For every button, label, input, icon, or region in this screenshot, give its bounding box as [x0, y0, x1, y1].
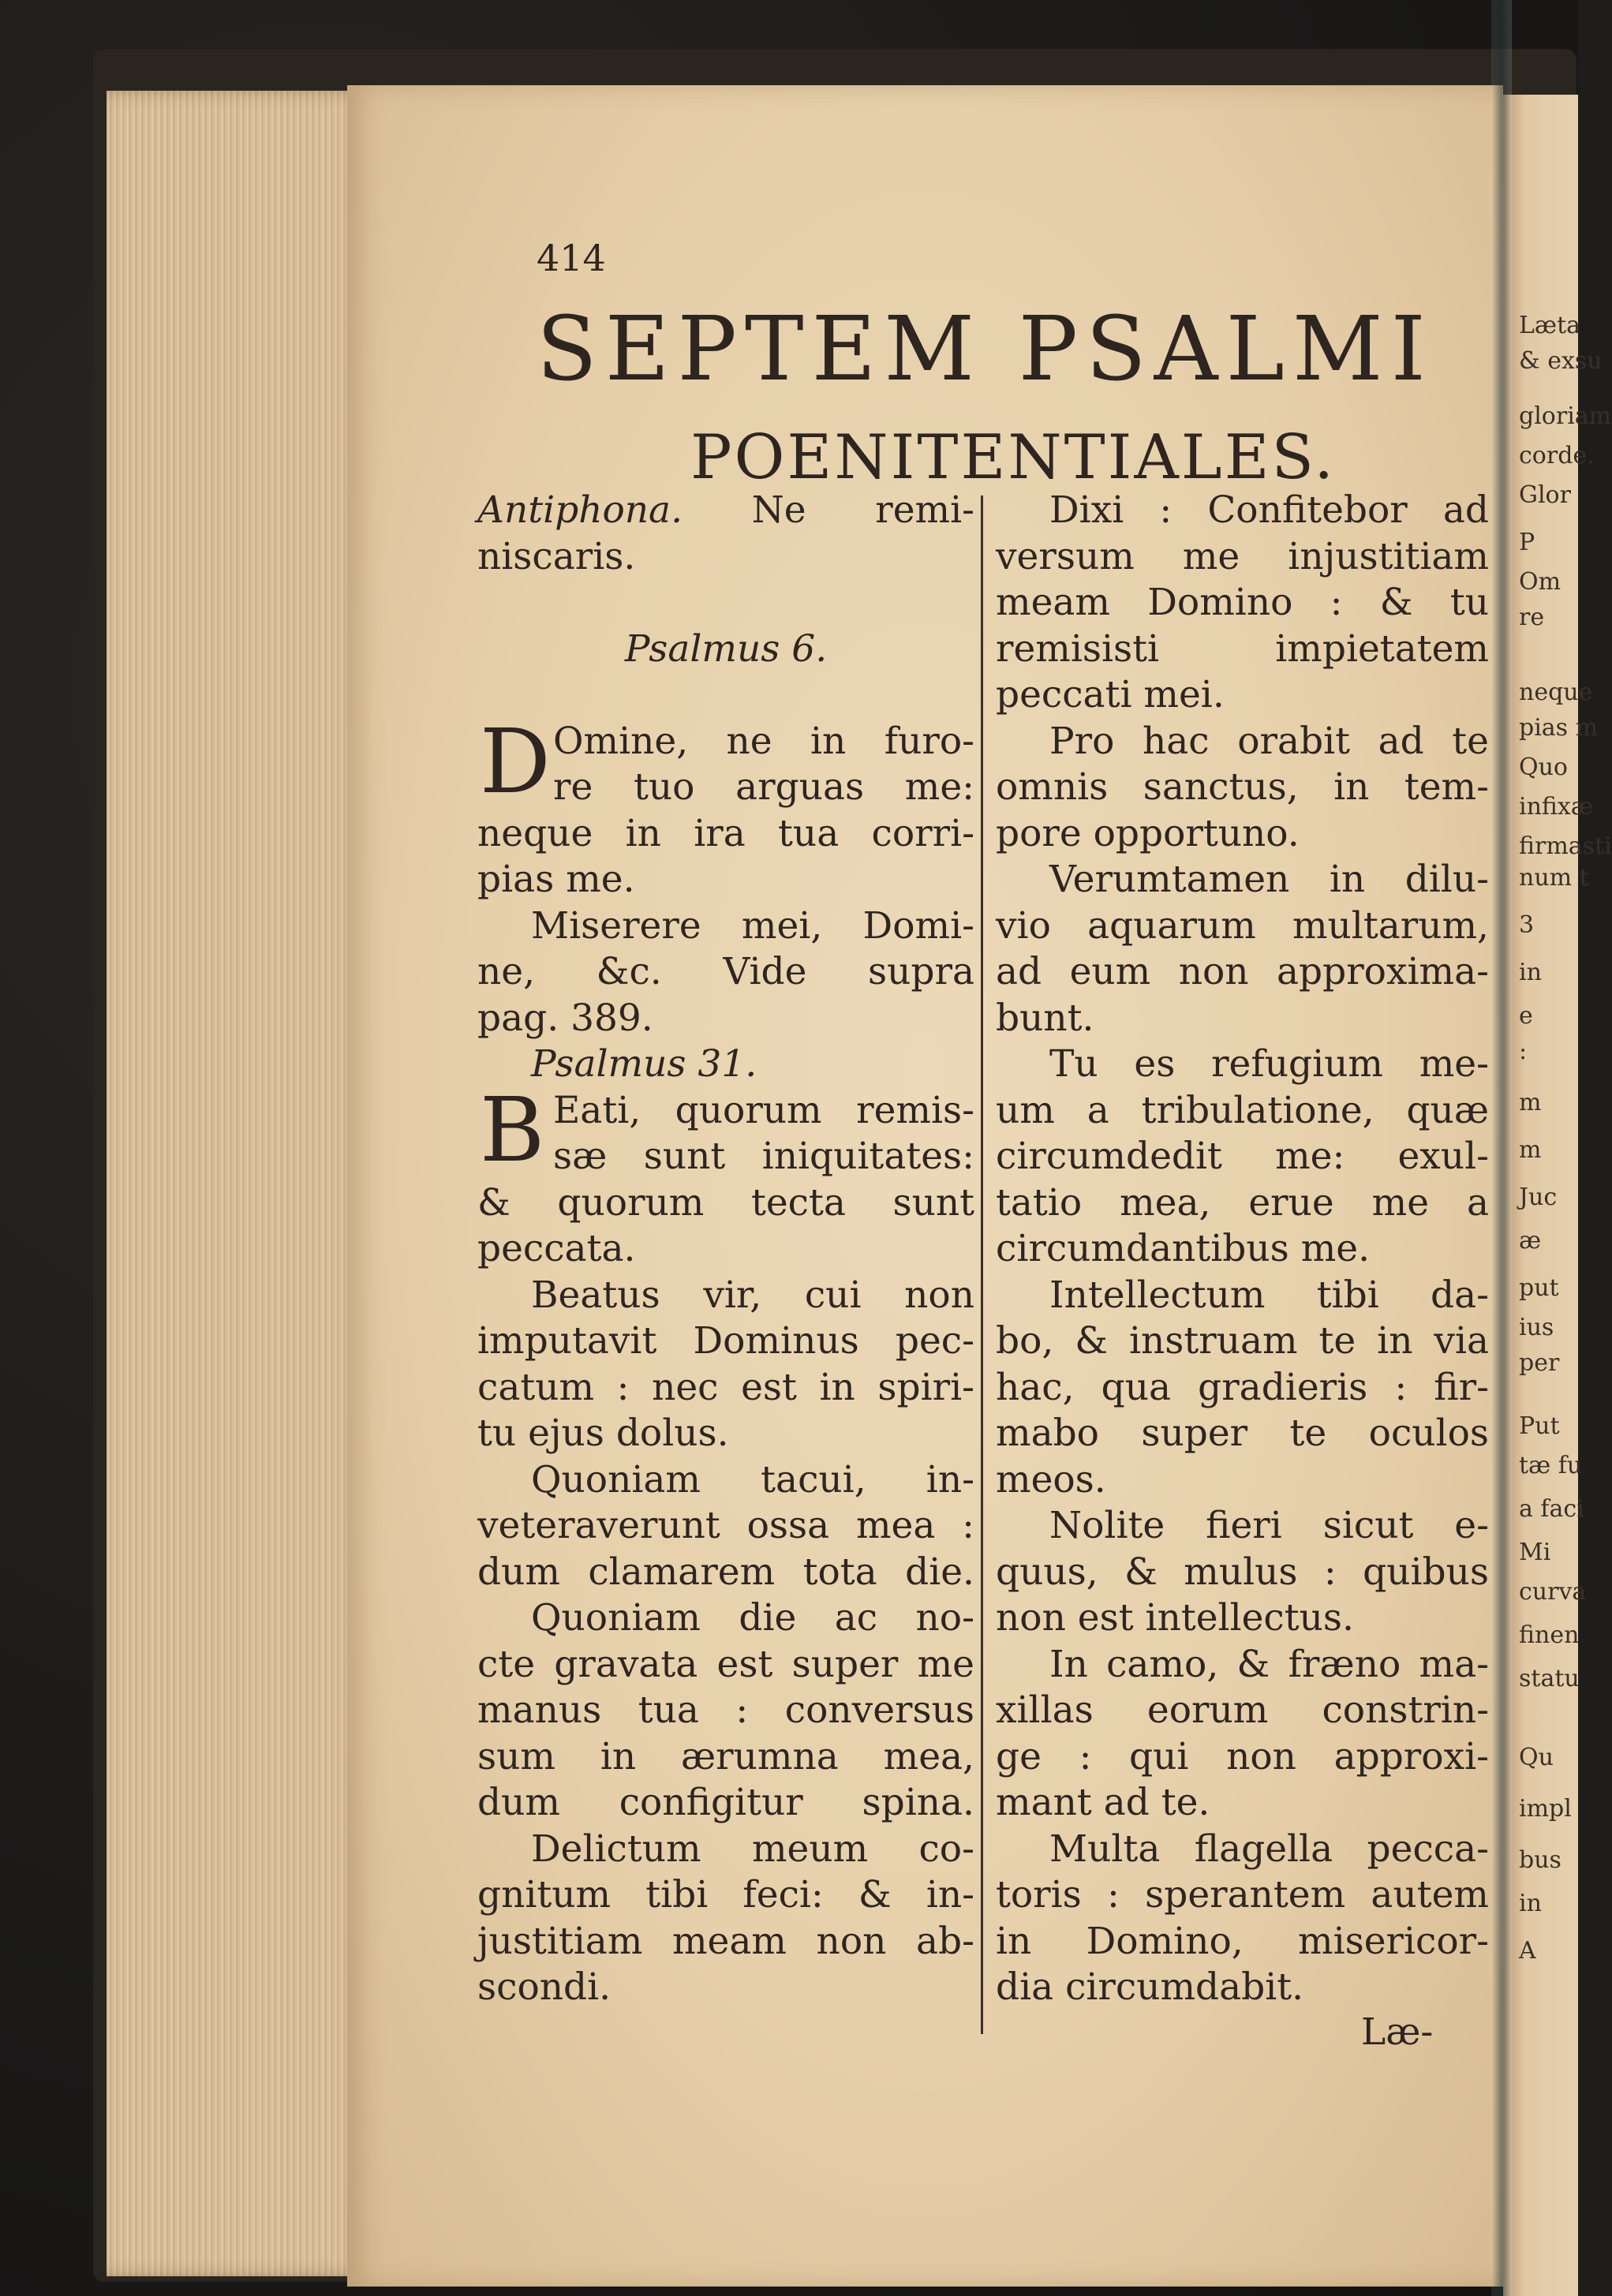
- next-page-fragment: statu: [1519, 1665, 1580, 1692]
- page-number: 414: [537, 237, 606, 279]
- right-column-line: dia circumdabit.: [996, 1965, 1304, 2009]
- next-page-fragment: m: [1519, 1136, 1542, 1164]
- left-column-line: Eati, quorum remis-: [553, 1088, 974, 1132]
- next-page-fragment: tæ fu: [1519, 1452, 1583, 1479]
- left-column-line: tu ejus dolus.: [477, 1412, 729, 1455]
- left-column-line: dum configitur spina.: [477, 1781, 974, 1824]
- left-column-line: Beatus vir, cui non: [531, 1273, 974, 1317]
- next-page-fragment: re: [1519, 604, 1545, 631]
- next-page-fragment: a faci: [1519, 1495, 1584, 1523]
- next-page-fragment: Om: [1519, 568, 1562, 596]
- left-column-line: Quoniam tacui, in-: [531, 1457, 974, 1501]
- next-page-fragment: finen: [1519, 1621, 1580, 1649]
- right-column-line: Intellectum tibi da-: [1049, 1273, 1489, 1317]
- next-page-fragment: e: [1519, 1002, 1533, 1030]
- next-page-fragment: corde.: [1519, 442, 1595, 469]
- left-column-line: veteraverunt ossa mea :: [477, 1504, 974, 1547]
- right-column-line: meam Domino : & tu: [996, 581, 1489, 624]
- left-column-line: scondi.: [477, 1965, 612, 2009]
- right-column-line: Verumtamen in dilu-: [1049, 858, 1489, 901]
- left-column-line: imputavit Dominus pec-: [477, 1319, 974, 1363]
- left-column-line: sum in ærumna mea,: [477, 1734, 974, 1778]
- next-page-fragment: Juc: [1519, 1184, 1558, 1211]
- next-page-fragment: per: [1519, 1349, 1560, 1377]
- left-column-line: ne, &c. Vide supra: [477, 950, 974, 993]
- next-page-fragment: gloriam: [1519, 402, 1612, 430]
- left-column-line: neque in ira tua corri-: [477, 811, 974, 855]
- drop-cap-d: D: [480, 711, 551, 813]
- left-column-line: re tuo arguas me:: [553, 765, 974, 809]
- left-column-line: dum clamarem tota die.: [477, 1550, 974, 1594]
- next-page-fragment: æ: [1519, 1227, 1542, 1255]
- right-column-line: bunt.: [996, 996, 1094, 1040]
- next-page-fragment: in: [1519, 959, 1542, 986]
- column-rule: [981, 495, 983, 2034]
- glass-reflection: [1491, 0, 1512, 2296]
- right-column-line: Nolite fieri sicut e-: [1049, 1504, 1489, 1547]
- next-page-fragment: curva: [1519, 1578, 1587, 1606]
- right-column-line: circumdedit me: exul-: [996, 1135, 1489, 1178]
- left-column-line: gnitum tibi feci: & in-: [477, 1873, 974, 1916]
- next-page-fragment: Qu: [1519, 1744, 1554, 1771]
- right-column-line: ad eum non approxima-: [996, 950, 1489, 993]
- left-column-line: Omine, ne in furo-: [553, 719, 974, 763]
- left-column-line: catum : nec est in spiri-: [477, 1365, 974, 1409]
- right-column-line: circumdantibus me.: [996, 1227, 1371, 1270]
- right-column-line: meos.: [996, 1457, 1106, 1501]
- left-column-line: niscaris.: [477, 534, 636, 578]
- drop-cap-b: B: [480, 1079, 545, 1182]
- next-page-fragment: ius: [1519, 1314, 1554, 1341]
- right-column-line: xillas eorum constrin-: [996, 1688, 1489, 1732]
- right-column-line: bo, & instruam te in via: [996, 1319, 1489, 1363]
- right-column-line: Tu es refugium me-: [1049, 1042, 1489, 1086]
- left-column-line: cte gravata est super me: [477, 1642, 974, 1686]
- right-column-line: quus, & mulus : quibus: [996, 1550, 1489, 1594]
- right-column-line: tatio mea, erue me a: [996, 1180, 1489, 1225]
- next-page-fragment: Mi: [1519, 1539, 1551, 1566]
- next-page-fragment: num t: [1519, 864, 1589, 892]
- right-column-line: vio aquarum multarum,: [996, 903, 1489, 948]
- next-page-fragment: put: [1519, 1274, 1559, 1302]
- right-column-line: mabo super te oculos: [996, 1412, 1489, 1455]
- left-column-line: Quoniam die ac no-: [531, 1596, 974, 1640]
- right-column-line: versum me injustitiam: [996, 534, 1489, 578]
- next-page-fragment: pias m: [1519, 714, 1599, 742]
- next-page-edge: [1503, 95, 1612, 2296]
- left-column-line: justitiam meam non ab-: [477, 1919, 974, 1963]
- left-column-line: [477, 580, 974, 626]
- next-page-fragment: neque: [1519, 679, 1593, 706]
- left-column-line: Psalmus 6.: [624, 626, 828, 671]
- right-column-line: Pro hac orabit ad te: [1049, 719, 1489, 763]
- right-column-line: remisisti impietatem: [996, 626, 1489, 671]
- next-page-fragment: :: [1519, 1038, 1528, 1065]
- right-column-line: mant ad te.: [996, 1781, 1210, 1824]
- left-column-line: Miserere mei, Domi-: [531, 903, 974, 948]
- next-page-fragment: impl: [1519, 1795, 1572, 1823]
- left-column-line: Psalmus 31.: [531, 1042, 757, 1086]
- left-column-line: Antiphona. Ne remi-: [477, 488, 974, 532]
- next-page-fragment: 3: [1519, 911, 1535, 939]
- next-page-fragment: A: [1519, 1937, 1536, 1965]
- left-column-line: & quorum tecta sunt: [477, 1180, 974, 1225]
- next-page-fragment: & exsu: [1519, 347, 1603, 375]
- right-column-line: toris : sperantem autem: [996, 1873, 1489, 1916]
- left-column-line: [477, 672, 974, 719]
- next-page-fragment: Put: [1519, 1412, 1560, 1440]
- right-column-line: Multa flagella pecca-: [1049, 1827, 1489, 1871]
- left-column-line: pag. 389.: [477, 996, 653, 1040]
- page-edges: [107, 91, 367, 2276]
- right-column-line: pore opportuno.: [996, 811, 1300, 855]
- next-page-fragment: in: [1519, 1890, 1542, 1917]
- left-column-line: pias me.: [477, 858, 635, 901]
- left-column-line: manus tua : conversus: [477, 1688, 974, 1732]
- page-title: SEPTEM PSALMI: [537, 298, 1434, 401]
- right-column-line: peccati mei.: [996, 673, 1225, 716]
- right-column: [996, 488, 1489, 2011]
- next-page-fragment: Glor: [1519, 481, 1571, 509]
- next-page-fragment: P: [1519, 529, 1535, 556]
- right-column-line: in Domino, misericor-: [996, 1919, 1489, 1963]
- next-page-fragment: m: [1519, 1089, 1542, 1116]
- right-column-line: ge : qui non approxi-: [996, 1734, 1489, 1778]
- next-page-fragment: infixæ: [1519, 793, 1594, 821]
- left-column-line: sæ sunt iniquitates:: [553, 1135, 974, 1178]
- right-column-line: non est intellectus.: [996, 1596, 1354, 1640]
- right-column-line: omnis sanctus, in tem-: [996, 765, 1489, 809]
- next-page-fragment: Quo: [1519, 753, 1568, 781]
- left-column-line: peccata.: [477, 1227, 636, 1270]
- catchword: Læ-: [1361, 2010, 1434, 2054]
- right-column-line: um a tribulatione, quæ: [996, 1088, 1489, 1132]
- next-page-fragment: bus: [1519, 1846, 1562, 1874]
- right-column-line: Dixi : Confitebor ad: [1049, 488, 1489, 532]
- right-column-line: hac, qua gradieris : fir-: [996, 1365, 1489, 1409]
- next-page-fragment: Læta: [1519, 312, 1581, 339]
- right-column-line: In camo, & fræno ma-: [1049, 1642, 1489, 1686]
- page-subtitle: POENITENTIALES.: [690, 422, 1336, 493]
- left-column-line: Delictum meum co-: [531, 1827, 974, 1871]
- left-column: [477, 488, 974, 2011]
- next-page-fragment: firmasti: [1519, 832, 1612, 860]
